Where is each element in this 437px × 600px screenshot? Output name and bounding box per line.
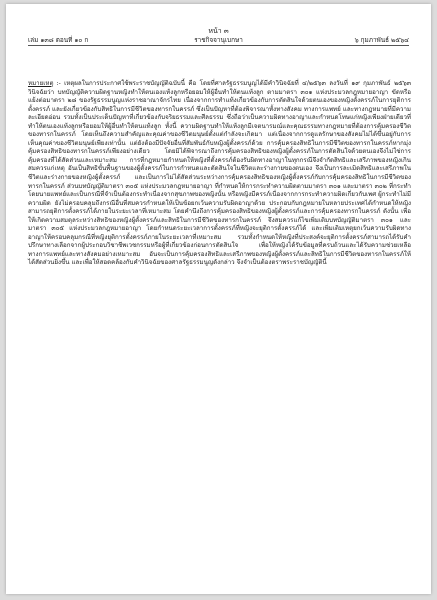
gazette-title: ราชกิจจานุเบกษา: [194, 36, 243, 44]
page-number: หน้า ๓: [208, 27, 229, 35]
publication-date: ๖ กุมภาพันธ์ ๒๕๖๔: [354, 36, 409, 44]
document-page: [6, 4, 431, 594]
note-text: :- เหตุผลในการประกาศใช้พระราชบัญญัติฉบับนี้ คือ โดยที่ศาลรัฐธรรมนูญได้มีคำวินิจฉัยที่ ๔/๒๕๖๓ ลงวันที่ ๑๙ กุมภาพันธ์ ๒๕๖๓ วินิจฉัยว่า บทบัญญัติความผิดฐานหญิงทำให้ตนเองแท้งลูกหรือยอมให้ผู้อื่นทำให้ตนแท้งลูก ตามมาตรา ๓๐๑ แห่งประมวลกฎหมายอาญา ขัดหรือแย้งต่อมาตรา ๒๘ ของรัฐธรรมนูญแห่งราชอาณาจักรไทย เนื่องจากการทำแท้งเกี่ยวข้องกับการตัดสินใจด้วยตนเองของหญิงตั้งครรภ์ในการยุติการตั้งครรภ์ และยังเกี่ยวข้องกับสิทธิในการมีชีวิตของทารกในครรภ์ ซึ่งเป็นปัญหาที่ต้องพิจารณาทั้งทางสังคม ทางการแพทย์ และทางกฎหมายที่มีความละเอียดอ่อน รวมทั้งเป็นประเด็นปัญหาที่เกี่ยวข้องกับจริยธรรมและศีลธรรม ซึ่งถือว่าเป็นความผิดทางอาญาและกำหนดโทษแก่หญิงเพียงฝ่ายเดียวที่ทำให้ตนเองแท้งลูกหรือยอมให้ผู้อื่นทำให้ตนแท้งลูก ทั้งนี้ ความผิดฐานทำให้แท้งลูกมีเจตนารมณ์และคุณธรรมทางกฎหมายที่ต้องการคุ้มครองชีวิตของทารกในครรภ์ โดยเห็นถึงความสำคัญและคุณค่าของชีวิตมนุษย์ตั้งแต่กำลังจะเกิดมา แต่เนื่องจากการดูแลรักษาของสังคมไม่ได้ขึ้นอยู่กับการเห็นคุณค่าของชีวิตมนุษย์เพียงเท่านั้น แต่ยังต้องมีปัจจัยอื่นที่สัมพันธ์กับหญิงผู้ตั้งครรภ์ด้วย การคุ้มครองสิทธิในการมีชีวิตของทารกในครรภ์หากมุ่งคุ้มครองสิทธิของทารกในครรภ์เพียงอย่างเดียว โดยมิได้พิจารณาถึงการคุ้มครองสิทธิของหญิงผู้ตั้งครรภ์ในการตัดสินใจด้วยตนเองจึงไม่ใช่การคุ้มครองที่ได้สัดส่วนและเหมาะสม การที่กฎหมายกำหนดให้หญิงที่ตั้งครรภ์ต้องรับผิดทางอาญาในทุกกรณีจึงจำกัดสิทธิและเสรีภาพของหญิงเกินสมควรแก่เหตุ อันเป็นสิทธิขั้นพื้นฐานของผู้ตั้งครรภ์ในการกำหนดและตัดสินใจในชีวิตและร่างกายของตนเอง จึงเป็นการละเมิดสิทธิและเสรีภาพในชีวิตและร่างกายของหญิงผู้ตั้งครรภ์ และเป็นการไม่ได้สัดส่วนระหว่างการคุ้มครองสิทธิของหญิงผู้ตั้งครรภ์กับการคุ้มครองสิทธิในการมีชีวิตของทารกในครรภ์ ส่วนบทบัญญัติมาตรา ๓๐๕ แห่งประมวลกฎหมายอาญา ที่กำหนดให้การกระทำความผิดตามมาตรา ๓๐๑ และมาตรา ๓๐๒ ที่กระทำโดยนายแพทย์และเป็นกรณีที่จำเป็นต้องกระทำเนื่องจากสุขภาพของหญิงนั้น หรือหญิงมีครรภ์เนื่องจากการกระทำความผิดเกี่ยวกับเพศ ผู้กระทำไม่มีความผิด ยังไม่ครอบคลุมถึงกรณีอื่นที่สมควรกำหนดให้เป็นข้อยกเว้นความรับผิดอาญาด้วย ประกอบกับกฎหมายในหลายประเทศได้กำหนดให้หญิงสามารถยุติการตั้งครรภ์ได้ภายในระยะเวลาที่เหมาะสม โดยคำนึงถึงการคุ้มครองสิทธิของหญิงผู้ตั้งครรภ์และการคุ้มครองทารกในครรภ์ ดังนั้น เพื่อให้เกิดความสมดุลระหว่างสิทธิของหญิงผู้ตั้งครรภ์และสิทธิในการมีชีวิตของทารกในครรภ์ จึงสมควรแก้ไขเพิ่มเติมบทบัญญัติมาตรา ๓๐๑ และมาตรา ๓๐๕ แห่งประมวลกฎหมายอาญา โดยกำหนดระยะเวลาการตั้งครรภ์ที่หญิงจะยุติการตั้งครรภ์ได้ และเพิ่มเติมเหตุยกเว้นความรับผิดทางอาญาให้ครอบคลุมกรณีที่หญิงยุติการตั้งครรภ์ภายในระยะเวลาที่เหมาะสม รวมทั้งกำหนดให้หญิงที่ประสงค์จะยุติการตั้งครรภ์สามารถได้รับคำปรึกษาทางเลือกจากผู้ประกอบวิชาชีพเวชกรรมหรือผู้ที่เกี่ยวข้องก่อนการตัดสินใจ เพื่อให้หญิงได้รับข้อมูลที่ครบถ้วนและได้รับความช่วยเหลือทางการแพทย์และทางสังคมอย่างเหมาะสม อันจะเป็นการคุ้มครองสิทธิและเสรีภาพของหญิงผู้ตั้งครรภ์และสิทธิในการมีชีวิตของทารกในครรภ์ให้ได้สัดส่วนยิ่งขึ้น และเพื่อให้สอดคล้องกับคำวินิจฉัยของศาลรัฐธรรมนูญดังกล่าว จึงจำเป็นต้องตราพระราชบัญญัตินี้: [28, 80, 411, 267]
volume-issue: เล่ม ๑๓๘ ตอนที่ ๑๐ ก: [28, 36, 89, 44]
header-divider: [28, 45, 409, 46]
note-paragraph: [28, 80, 411, 268]
note-label: หมายเหตุ: [28, 80, 54, 87]
